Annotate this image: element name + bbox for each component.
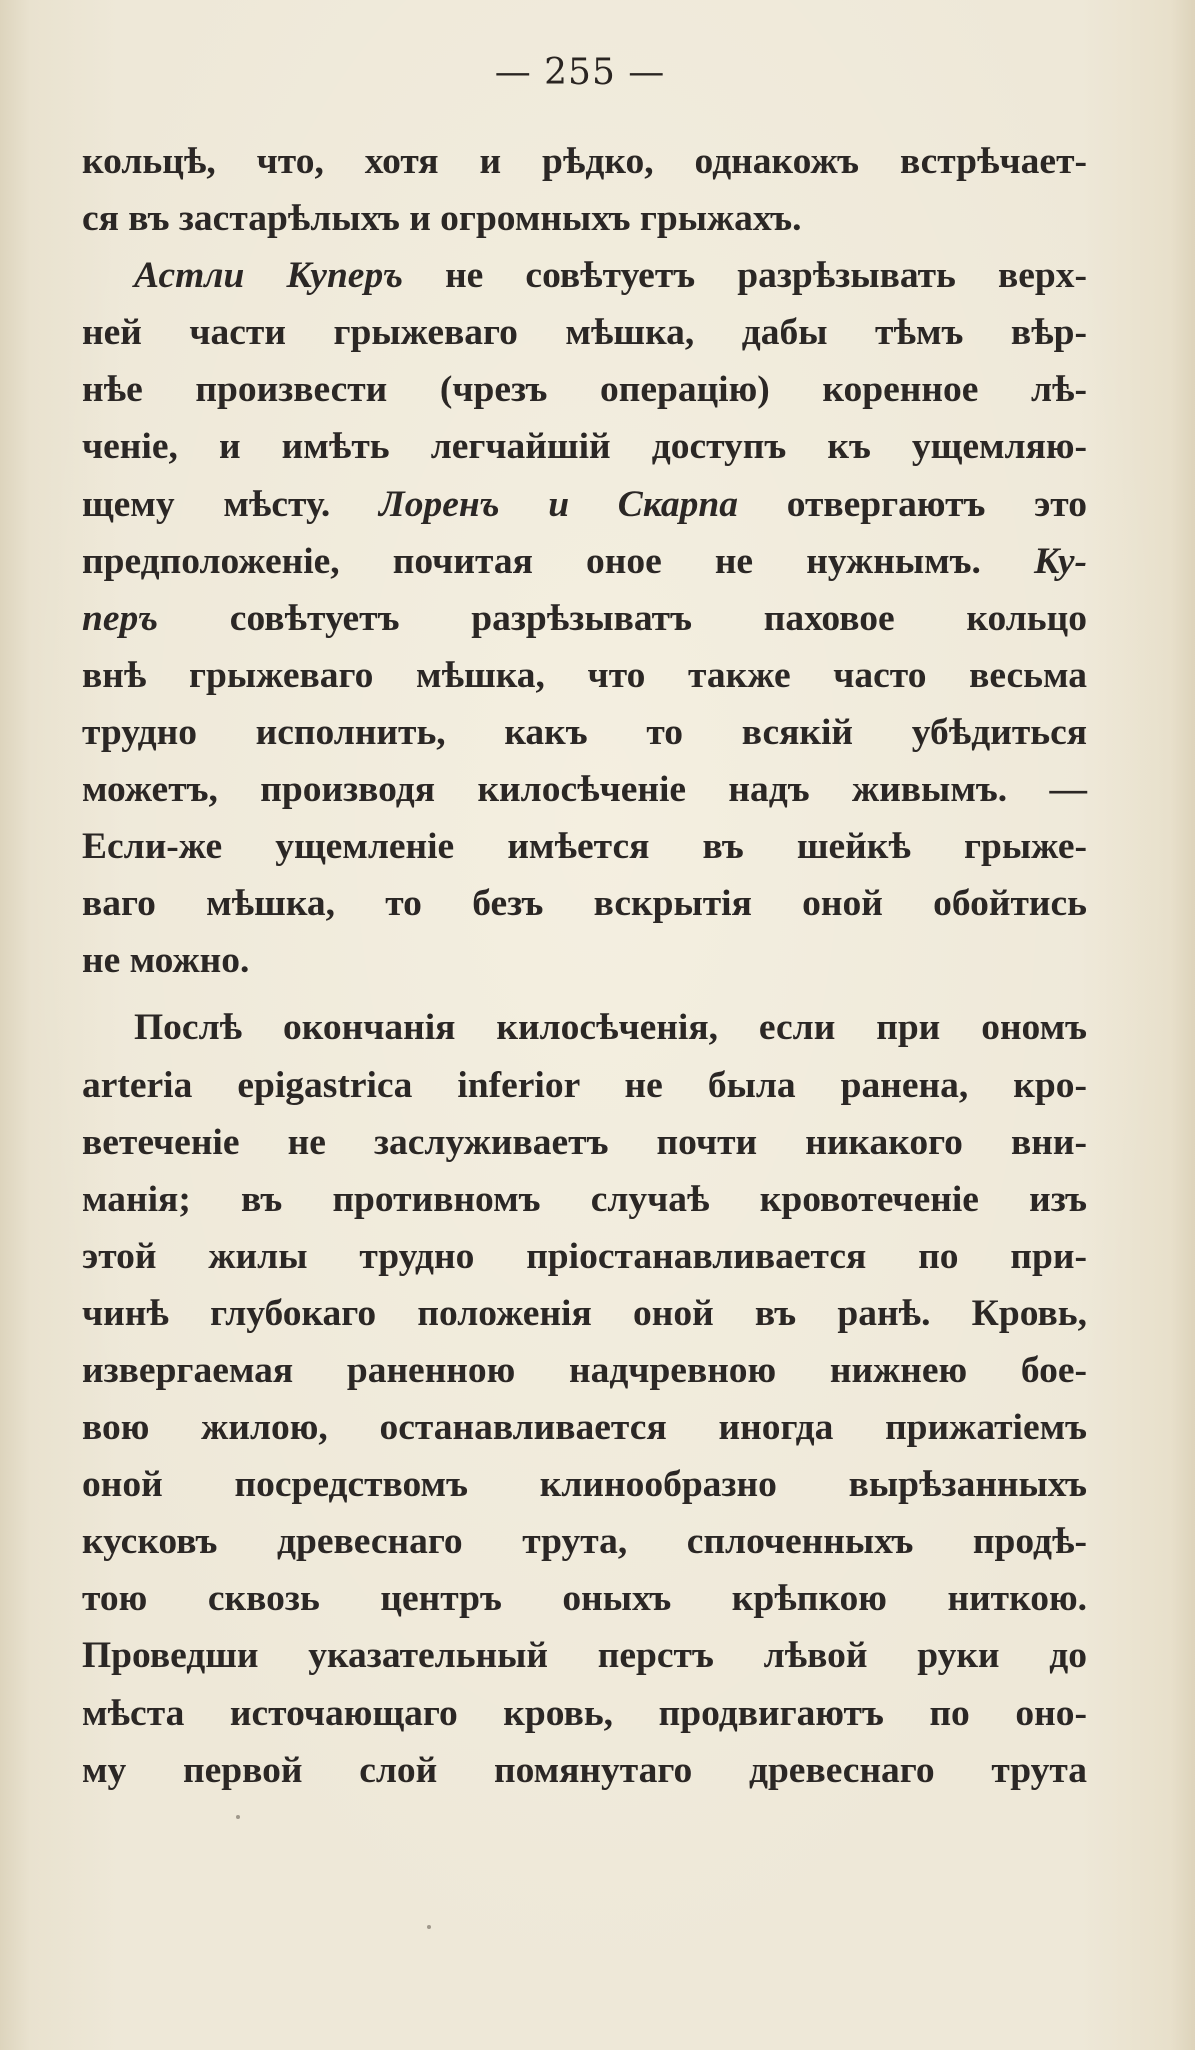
text-line	[82, 304, 1087, 361]
text-segment: можетъ, производя килосѣченіе надъ живымъ. —	[82, 769, 1087, 811]
text-segment: трудно исполнить, какъ то всякій убѣдиться	[82, 711, 1087, 753]
text-segment: не можно.	[82, 940, 250, 982]
page-number: — 255 —	[494, 52, 666, 93]
text-segment: Проведши указательный перстъ лѣвой руки до	[82, 1635, 1087, 1677]
text-segment: щему мѣсту.	[82, 483, 380, 525]
text-line	[82, 533, 1087, 590]
text-segment: му первой слой помянутаго древеснаго трута	[82, 1749, 1087, 1791]
text-segment: предположеніе, почитая оное не нужнымъ.	[82, 540, 1035, 582]
text-line	[82, 818, 1087, 875]
body-text	[82, 133, 1087, 1799]
text-segment: Если-же ущемленіе имѣется въ шейкѣ грыже-	[82, 826, 1087, 868]
italic-name: перъ	[82, 597, 159, 639]
text-segment: ся въ застарѣлыхъ и огромныхъ грыжахъ.	[82, 198, 802, 240]
text-segment: не совѣтуетъ разрѣзывать верх-	[402, 255, 1087, 297]
text-segment: ней части грыжеваго мѣшка, дабы тѣмъ вѣр-	[82, 312, 1087, 354]
text-line	[82, 1685, 1087, 1742]
text-line	[82, 932, 1087, 989]
text-line	[82, 1513, 1087, 1570]
print-speck	[427, 1925, 431, 1929]
text-line	[82, 1057, 1087, 1114]
text-line	[82, 999, 1087, 1056]
text-line	[82, 133, 1087, 190]
text-segment: оной посредствомъ клинообразно вырѣзанныхъ	[82, 1464, 1087, 1506]
text-line	[82, 247, 1087, 304]
text-line	[82, 1627, 1087, 1684]
text-line	[82, 190, 1087, 247]
text-segment: вою жилою, останавливается иногда прижатіемъ	[82, 1407, 1087, 1449]
text-line	[82, 476, 1087, 533]
text-line	[82, 875, 1087, 932]
text-line	[82, 1742, 1087, 1799]
text-segment: извергаемая раненною надчревною нижнею бое-	[82, 1349, 1087, 1391]
text-segment: внѣ грыжеваго мѣшка, что также часто весьма	[82, 654, 1087, 696]
text-line	[82, 1114, 1087, 1171]
text-segment: мѣста источающаго кровь, продвигаютъ по оно-	[82, 1692, 1087, 1734]
text-line	[82, 418, 1087, 475]
text-line	[82, 361, 1087, 418]
italic-name: Лоренъ и Скарпа	[379, 483, 738, 525]
text-segment: ветеченіе не заслуживаетъ почти никакого вни-	[82, 1121, 1087, 1163]
text-segment: совѣтуетъ разрѣзыватъ паховое кольцо	[158, 597, 1087, 639]
text-segment: нѣе произвести (чрезъ операцію) коренное лѣ-	[82, 369, 1087, 411]
italic-name: Ку-	[1034, 540, 1087, 582]
text-line	[82, 1399, 1087, 1456]
text-line	[82, 1456, 1087, 1513]
text-line	[82, 1285, 1087, 1342]
italic-name: Астли Куперъ	[134, 255, 403, 297]
text-line	[82, 761, 1087, 818]
text-line	[82, 1228, 1087, 1285]
text-segment: тою сквозь центръ оныхъ крѣпкою ниткою.	[82, 1578, 1087, 1620]
print-speck	[236, 1815, 240, 1819]
text-segment: этой жилы трудно пріостанавливается по при-	[82, 1235, 1087, 1277]
text-segment: кольцѣ, что, хотя и рѣдко, однакожъ встрѣчает-	[82, 141, 1087, 182]
text-line	[82, 704, 1087, 761]
text-line	[82, 1342, 1087, 1399]
text-segment: Послѣ окончанія килосѣченія, если при ономъ	[134, 1007, 1087, 1049]
text-line	[82, 1171, 1087, 1228]
text-line	[82, 590, 1087, 647]
text-segment: манія; въ противномъ случаѣ кровотеченіе изъ	[82, 1178, 1087, 1220]
text-line	[82, 647, 1087, 704]
text-segment: чинѣ глубокаго положенія оной въ ранѣ. Кровь,	[82, 1292, 1087, 1334]
text-line	[82, 1570, 1087, 1627]
text-segment: ченіе, и имѣть легчайшій доступъ къ ущемляю-	[82, 426, 1087, 468]
text-segment: arteria epigastrica inferior не была ранена, кро-	[82, 1064, 1087, 1106]
text-segment: ваго мѣшка, то безъ вскрытія оной обойтись	[82, 883, 1087, 925]
text-segment: кусковъ древеснаго трута, сплоченныхъ продѣ-	[82, 1521, 1087, 1563]
text-segment: отвергаютъ это	[738, 483, 1087, 525]
